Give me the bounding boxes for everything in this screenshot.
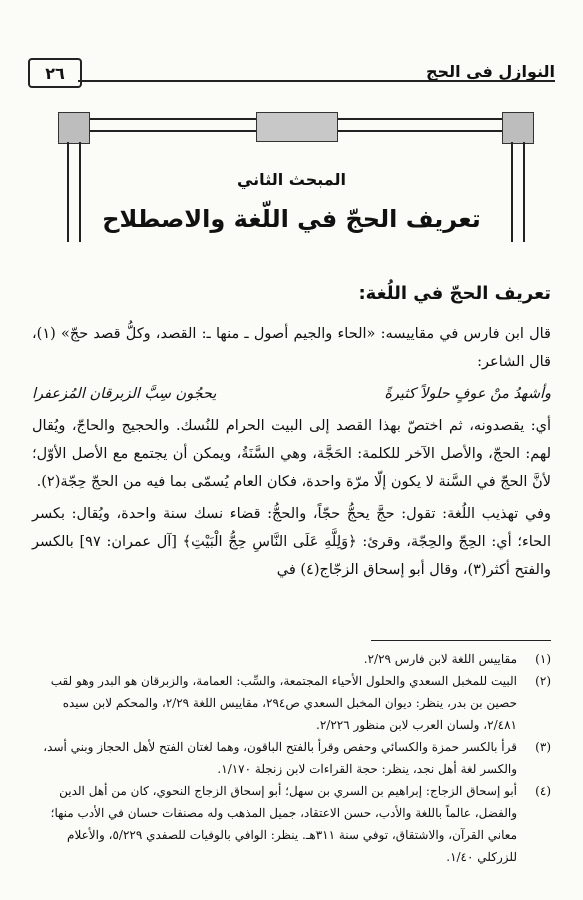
paragraph-3: وفي تهذيب اللُغة: تقول: حجَّ يحجُّ حجّاً، والحجُّ: قضاء نسك سنة واحدة، ويُقال: بكسر الحاء؛ أي: الحِجّ والحِجّة، وقرئ: ﴿وَلِلَّهِ عَلَى النَّاسِ حِجُّ الْبَيْتِ﴾ [آل عمران: ٩٧] بالكسر والفتح أكثر(٣)، وقال أبو إسحاق الزجّاج(٤) في — [32, 506, 551, 578]
corner-ornament-left — [58, 112, 90, 144]
footnote — [32, 670, 551, 736]
section-title: تعريف الحجّ في اللّغة والاصطلاح — [102, 205, 481, 233]
verse-first-hemistich: وأشهدُ منْ عوفٍ حلولاً كثيرةً — [384, 386, 551, 402]
running-title: النوازل في الحج — [426, 62, 555, 81]
paragraph-2: أي: يقصدونه، ثم اختصّ بهذا القصد إلى البيت الحرام للنُسك. والحجيج والحاجّ، ويُقال لهم: الحجّ، والأصل الآخر للكلمة: الحَجَّة، وهي السَّنَةُ، ويمكن أن يجتمع مع الأصل الأوّل؛ لأنَّ الحجّ في السَّنة لا يكون إلّا مرّة واحدة، فكان العام يُسمّى بما فيه من الحجّ حِجّة(٢). — [32, 418, 551, 490]
footnote-text: البيت للمخبل السعدي والحلول الأحياء المجتمعة، والسِّب: العمامة، والزبرقان هو البدر وهو لقب حصين بن بدر، ينظر: ديوان المخبل السعدي ص٢٩٤، مقاييس اللغة ٢/٢٩، والمحكم لابن سيده ٢/٤٨١، ولسان العرب لابن منظور ٢/٢٢٦. — [50, 674, 517, 732]
footnotes — [32, 648, 551, 868]
footnote — [32, 780, 551, 868]
section-label: المبحث الثاني — [236, 170, 346, 189]
footnote-rule — [371, 640, 551, 641]
footnote-text: مقاييس اللغة لابن فارس ٢/٢٩. — [363, 652, 517, 666]
footnote-number: (٣) — [535, 740, 551, 754]
footnote-text: أبو إسحاق الزجاج: إبراهيم بن السري بن سهل؛ أبو إسحاق الزجاج النحوي، كان من أهل الدين والفضل، عالماً باللغة والأدب، حسن الاعتقاد، جميل المذهب وله مصنفات حسان في الأدب منها؛ معاني القرآن، والاشتقاق، توفي سنة ٣١١هـ. ينظر: الوافي بالوفيات للصفدي ٥/٢٢٩، والأعلام للزركلي ١/٤٠. — [50, 784, 517, 864]
page-number-text: ٢٦ — [45, 63, 65, 83]
verse-second-hemistich: يحجُون سِبَّ الزبرقان المُزعفرا — [32, 386, 217, 402]
footnote-number: (١) — [535, 652, 551, 666]
corner-ornament-right — [502, 112, 534, 144]
header-rule — [78, 80, 555, 82]
page-number — [28, 58, 82, 88]
paragraph-1: قال ابن فارس في مقاييسه: «الحاء والجيم أصول ـ منها ـ: القصد، وكلُّ قصد حجّ» (١)، قال الشاعر: — [32, 326, 551, 370]
footnote-number: (٤) — [535, 784, 551, 798]
poetry-verse — [32, 380, 551, 408]
footnote-text: قرأ بالكسر حمزة والكسائي وحفص وقرأ بالفتح الباقون، وهما لغتان الفتح لأهل الحجاز وبني أسد، والكسر لغة أهل نجد، ينظر: حجة القراءات لابن زنجلة ١/١٧٠. — [43, 740, 517, 776]
center-ornament — [256, 112, 338, 142]
main-text — [32, 280, 551, 588]
footnote — [32, 648, 551, 670]
footnote — [32, 736, 551, 780]
footnote-number: (٢) — [535, 674, 551, 688]
subheading: تعريف الحجّ في اللُغة: — [358, 283, 551, 304]
